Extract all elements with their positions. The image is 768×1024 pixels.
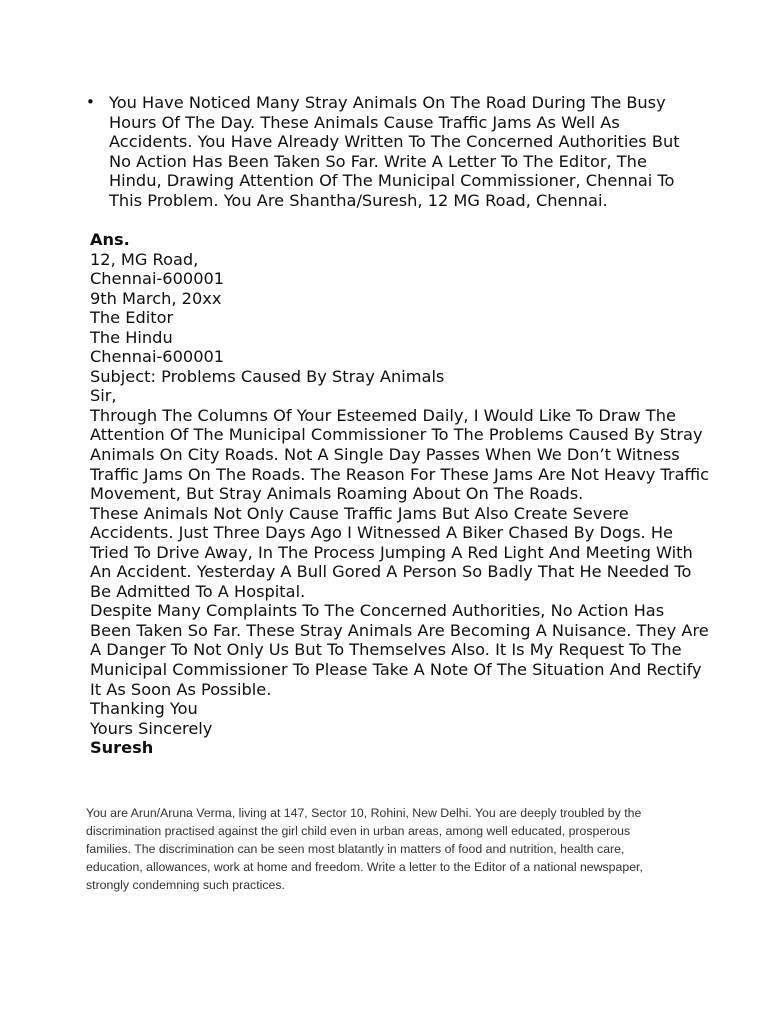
- recipient-line-1: The Editor: [90, 308, 174, 328]
- sender-address-line-1: 12, MG Road,: [90, 249, 199, 269]
- closing-thanks: Thanking You: [90, 699, 198, 719]
- letter-date: 9th March, 20xx: [90, 288, 222, 308]
- sender-address-line-2: Chennai-600001: [90, 269, 225, 289]
- bullet-marker: •: [86, 93, 95, 111]
- recipient-line-2: The Hindu: [90, 327, 173, 347]
- answer-label: Ans.: [90, 230, 130, 249]
- letter-paragraph-3: Despite Many Complaints To The Concerned Authorities, No Action Has Been Taken So Far. These Stray Animals Are Becoming A Nuisance. They Are A Danger To Not Only Us But To Themselves Also. It Is My Request To The Municipal Commissioner To Please Take A Note Of The Situation And Rectify It As Soon As Possible.: [90, 601, 709, 699]
- recipient-line-3: Chennai-600001: [90, 347, 225, 367]
- question-two: You are Arun/Aruna Verma, living at 147, Sector 10, Rohini, New Delhi. You are deeply troubled by the discrimination practised against the girl child even in urban areas, among well educated, prosperous families. The discrimination can be seen most blatantly in matters of food and nutrition, health care, education, allowances, work at home and freedom. Write a letter to the Editor of a national newspaper, strongly condemning such practices.: [86, 806, 643, 892]
- question-one-text: You Have Noticed Many Stray Animals On The Road During The Busy Hours Of The Day. These Animals Cause Traffic Jams As Well As Accidents. You Have Already Written To The Concerned Authorities But No Action Has Been Taken So Far. Write A Letter To The Editor, The Hindu, Drawing Attention Of The Municipal Commissioner, Chennai To This Problem. You Are Shantha/Suresh, 12 MG Road, Chennai.: [109, 93, 680, 210]
- signature: Suresh: [90, 738, 154, 758]
- letter-subject: Subject: Problems Caused By Stray Animals: [90, 366, 445, 386]
- salutation: Sir,: [90, 386, 117, 406]
- letter-paragraph-1: Through The Columns Of Your Esteemed Daily, I Would Like To Draw The Attention Of The Municipal Commissioner To The Problems Caused By Stray Animals On City Roads. Not A Single Day Passes When We Don’t Witness Traffic Jams On The Roads. The Reason For These Jams Are Not Heavy Traffic Movement, But Stray Animals Roaming About On The Roads.: [90, 405, 710, 504]
- answer-letter: [90, 230, 710, 758]
- question-one: [86, 93, 686, 210]
- letter-paragraph-2: These Animals Not Only Cause Traffic Jams But Also Create Severe Accidents. Just Three Days Ago I Witnessed A Biker Chased By Dogs. He Tried To Drive Away, In The Process Jumping A Red Light And Meeting With An Accident. Yesterday A Bull Gored A Person So Badly That He Needed To Be Admitted To A Hospital.: [90, 503, 693, 601]
- closing-sincerely: Yours Sincerely: [90, 718, 213, 738]
